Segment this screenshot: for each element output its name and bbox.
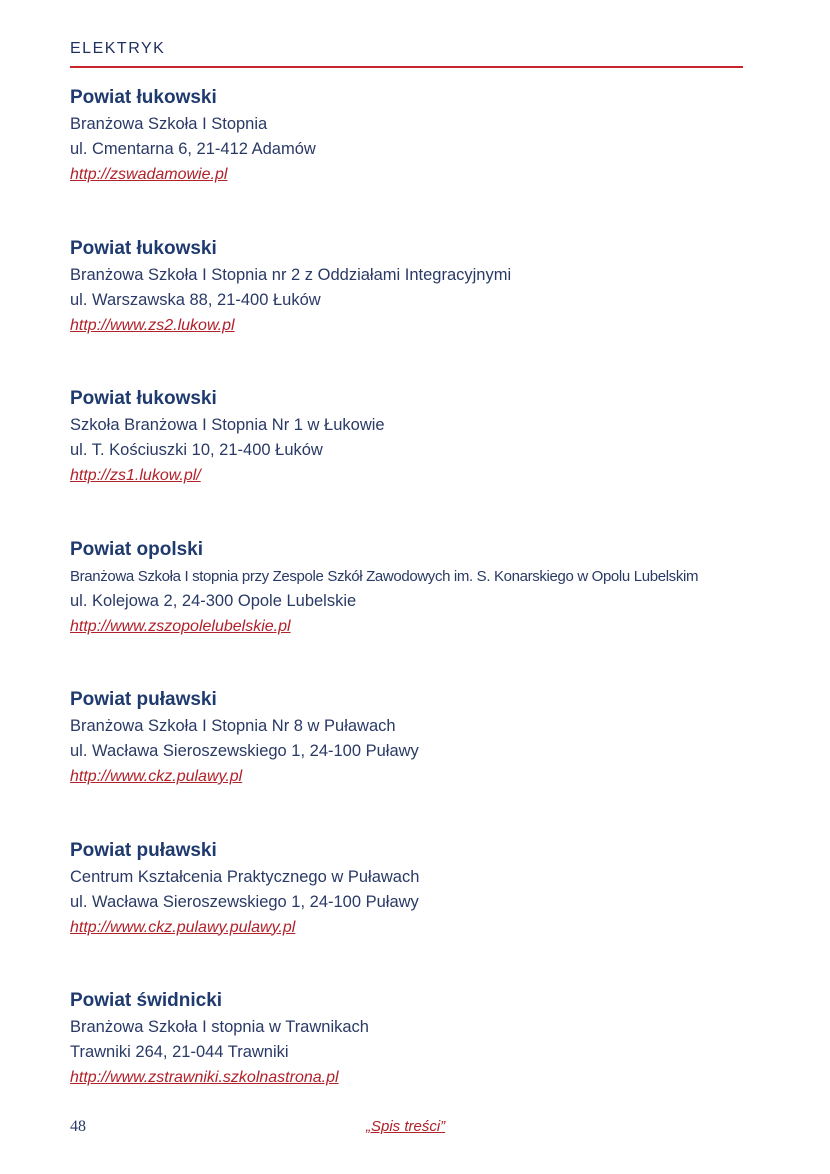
school-address: ul. Cmentarna 6, 21-412 Adamów (70, 140, 316, 158)
district-heading: Powiat opolski (70, 538, 204, 560)
school-entry (70, 536, 760, 687)
school-name: Branżowa Szkoła I stopnia przy Zespole Szkół Zawodowych im. S. Konarskiego w Opolu Lubelskim (70, 567, 699, 585)
school-name: Branżowa Szkoła I Stopnia (70, 115, 268, 133)
school-website-link[interactable]: http://www.ckz.pulawy.pl (70, 768, 243, 785)
running-header-title: ELEKTRYK (70, 40, 166, 57)
school-address: Trawniki 264, 21-044 Trawniki (70, 1043, 289, 1061)
page-number: 48 (70, 1118, 86, 1135)
school-website-link[interactable]: http://www.ckz.pulawy.pulawy.pl (70, 918, 296, 936)
school-website-link[interactable]: http://www.zs2.lukow.pl (70, 316, 235, 334)
school-entry (70, 987, 760, 1138)
school-entry (70, 84, 760, 235)
school-name: Centrum Kształcenia Praktycznego w Puławach (70, 867, 420, 886)
school-website-link[interactable]: http://www.zstrawniki.szkolnastrona.pl (70, 1069, 339, 1086)
district-heading: Powiat łukowski (70, 388, 217, 409)
district-heading: Powiat świdnicki (70, 990, 223, 1011)
school-entry (70, 686, 760, 837)
school-name: Branżowa Szkoła I Stopnia Nr 8 w Puławach (70, 717, 396, 735)
district-heading: Powiat łukowski (70, 87, 217, 108)
school-name: Branżowa Szkoła I Stopnia nr 2 z Oddziałami Integracyjnymi (70, 265, 512, 284)
school-address: ul. Wacława Sieroszewskiego 1, 24-100 Puławy (70, 742, 419, 760)
school-website-link[interactable]: http://www.zszopolelubelskie.pl (70, 617, 291, 635)
page-header (70, 38, 743, 68)
school-website-link[interactable]: http://zs1.lukow.pl/ (70, 467, 201, 484)
district-heading: Powiat puławski (70, 839, 217, 861)
school-address: ul. Kolejowa 2, 24-300 Opole Lubelskie (70, 591, 357, 610)
school-list (70, 84, 760, 1138)
school-name: Szkoła Branżowa I Stopnia Nr 1 w Łukowie (70, 416, 385, 434)
school-website-link[interactable]: http://zswadamowie.pl (70, 166, 228, 183)
page-footer (70, 1118, 743, 1142)
school-address: ul. Warszawska 88, 21-400 Łuków (70, 290, 321, 309)
school-entry (70, 235, 760, 386)
school-entry (70, 837, 760, 988)
table-of-contents-link[interactable]: „Spis treści” (366, 1118, 446, 1135)
district-heading: Powiat łukowski (70, 237, 217, 259)
school-name: Branżowa Szkoła I stopnia w Trawnikach (70, 1018, 369, 1036)
school-entry (70, 385, 760, 536)
school-address: ul. T. Kościuszki 10, 21-400 Łuków (70, 441, 323, 459)
district-heading: Powiat puławski (70, 689, 217, 710)
school-address: ul. Wacława Sieroszewskiego 1, 24-100 Puławy (70, 892, 419, 911)
